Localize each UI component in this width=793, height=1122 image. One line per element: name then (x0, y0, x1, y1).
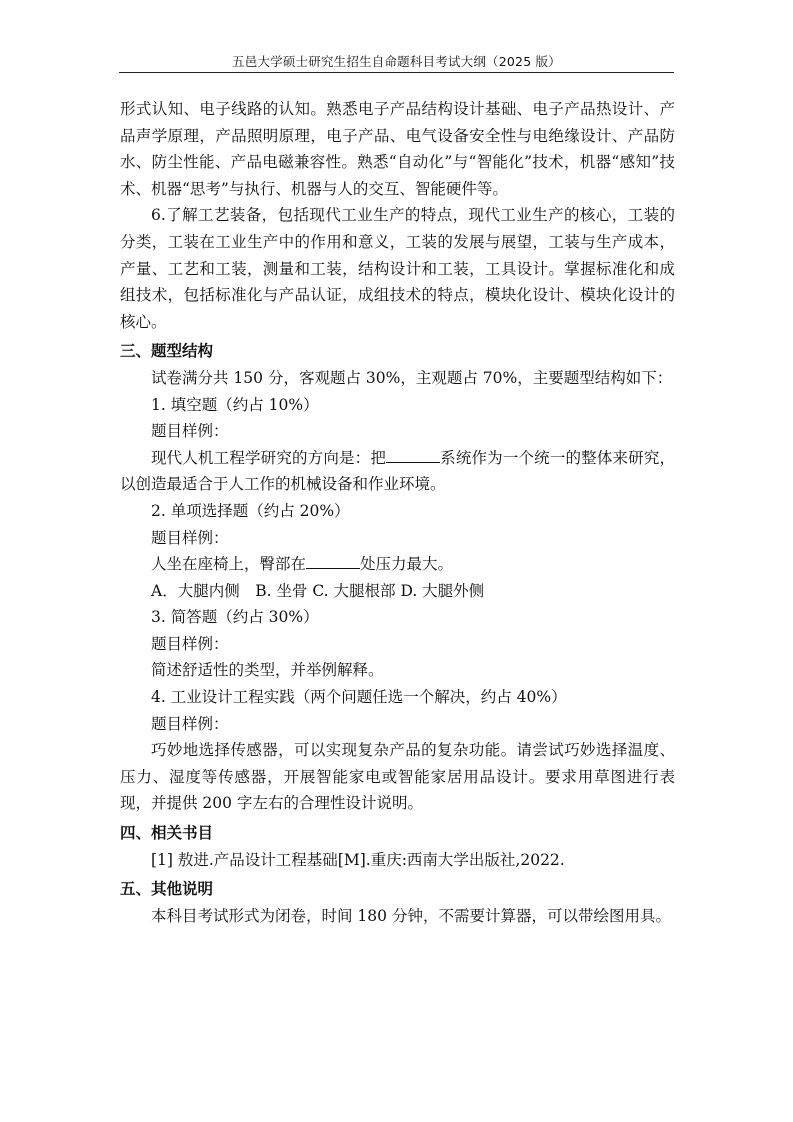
question-type-3-title: 3. 简答题（约占 30%） (151, 608, 319, 627)
paragraph-continued: 形式认知、电子线路的认知。熟悉电子产品结构设计基础、电子产品热设计、产品声学原理，产品照明原理，电子产品、电气设备安全性与电绝缘设计、产品防水、防尘性能、产品电磁兼容性。熟悉“自动化”与“智能化”技术，机器“感知”技术、机器“思考”与执行、机器与人的交互、智能硬件等。 (120, 100, 675, 198)
question-1-example-label: 题目样例： (151, 422, 229, 441)
question-type-1-title: 1. 填空题（约占 10%） (151, 395, 319, 414)
fill-in-blank (306, 554, 360, 569)
question-2-options: A．大腿内侧 B. 坐骨 C. 大腿根部 D. 大腿外侧 (151, 581, 485, 600)
header-divider (119, 72, 674, 73)
question-1-text-after: 系统作为一个统一的整体来研究，以创造最适合于人工作的机械设备和作业环境。 (120, 448, 675, 494)
document-body (120, 96, 675, 929)
reference-item-1: [1] 敖进.产品设计工程基础[M].重庆:西南大学出版社,2022. (151, 850, 565, 869)
question-2-text-before: 人坐在座椅上，臀部在 (151, 555, 307, 574)
section-3-heading: 三、题型结构 (120, 342, 214, 361)
question-2-example (120, 551, 675, 578)
question-3-example: 简述舒适性的类型，并举例解释。 (151, 661, 384, 680)
question-4-example-label: 题目样例： (151, 714, 229, 733)
section-4-heading: 四、相关书目 (120, 824, 214, 843)
page-header: 五邑大学硕士研究生招生自命题科目考试大纲（2025 版） (232, 54, 561, 69)
question-1-text-before: 现代人机工程学研究的方向是：把 (151, 448, 386, 467)
section-5-text: 本科目考试形式为闭卷，时间 180 分钟，不需要计算器，可以带绘图用具。 (151, 906, 671, 925)
question-2-text-after: 处压力最大。 (360, 555, 454, 574)
question-1-example (120, 445, 675, 498)
fill-in-blank (386, 448, 440, 463)
question-3-example-label: 题目样例： (151, 634, 229, 653)
section-3-intro: 试卷满分共 150 分，客观题占 30%，主观题占 70%，主要题型结构如下： (151, 368, 673, 387)
question-type-4-title: 4. 工业设计工程实践（两个问题任选一个解决，约占 40%） (151, 688, 567, 707)
question-type-2-title: 2. 单项选择题（约占 20%） (151, 501, 350, 520)
paragraph-item-6: 6.了解工艺装备，包括现代工业生产的特点，现代工业生产的核心，工装的分类，工装在工业生产中的作用和意义，工装的发展与展望，工装与生产成本，产量、工艺和工装，测量和工装，结构设计和工装，工具设计。掌握标准化和成组技术，包括标准化与产品认证，成组技术的特点，模块化设计、模块化设计的核心。 (120, 206, 675, 331)
section-5-heading: 五、其他说明 (120, 880, 214, 899)
question-2-example-label: 题目样例： (151, 528, 229, 547)
question-4-example: 巧妙地选择传感器，可以实现复杂产品的复杂功能。请尝试巧妙选择温度、压力、湿度等传感器，开展智能家电或智能家居用品设计。要求用草图进行表现，并提供 200 字左右的合理性设计说明。 (120, 741, 675, 813)
